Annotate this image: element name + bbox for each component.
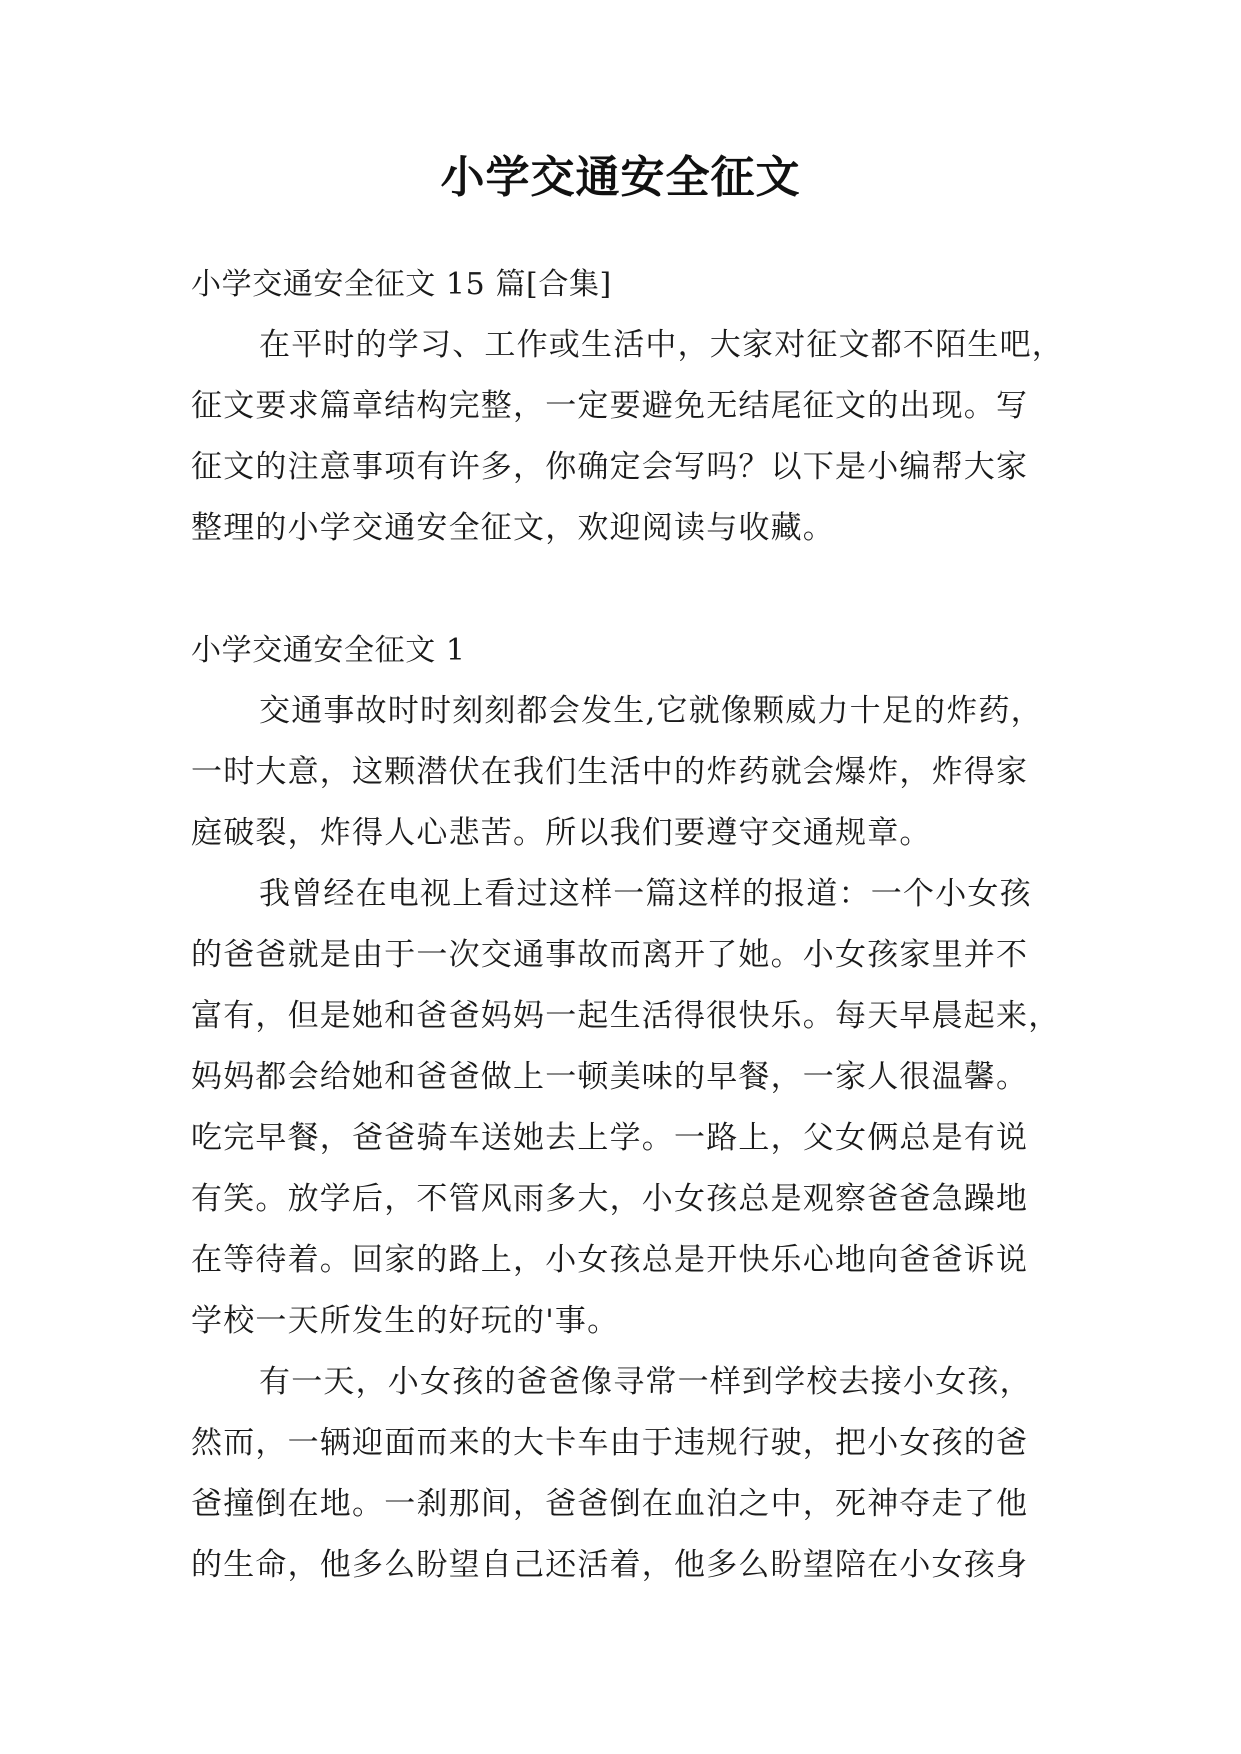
text-line: 在平时的学习、工作或生活中，大家对征文都不陌生吧， [259, 327, 1064, 363]
text-line: 的生命，他多么盼望自己还活着，他多么盼望陪在小女孩身 [191, 1547, 1029, 1583]
text-line: 吃完早餐，爸爸骑车送她去上学。一路上，父女俩总是有说 [191, 1120, 1029, 1156]
intro-paragraph [191, 315, 1067, 559]
text-line: 交通事故时时刻刻都会发生,它就像颗威力十足的炸药， [259, 693, 1043, 729]
text-line: 学校一天所发生的好玩的'事。 [191, 1303, 620, 1339]
text-line: 一时大意，这颗潜伏在我们生活中的炸药就会爆炸，炸得家 [191, 754, 1029, 790]
text-line: 爸撞倒在地。一刹那间，爸爸倒在血泊之中，死神夺走了他 [191, 1486, 1029, 1522]
text-line: 在等待着。回家的路上，小女孩总是开快乐心地向爸爸诉说 [191, 1242, 1029, 1278]
text-line: 的爸爸就是由于一次交通事故而离开了她。小女孩家里并不 [191, 937, 1029, 973]
text-line: 整理的小学交通安全征文，欢迎阅读与收藏。 [191, 510, 835, 546]
document-body [191, 254, 1067, 1596]
paragraph [191, 1352, 1067, 1596]
collection-subtitle: 小学交通安全征文 15 篇[合集] [191, 267, 612, 302]
text-line: 征文要求篇章结构完整，一定要避免无结尾征文的出现。写 [191, 388, 1029, 424]
paragraph [191, 864, 1067, 1352]
section-heading: 小学交通安全征文 1 [191, 633, 466, 668]
text-line: 妈妈都会给她和爸爸做上一顿美味的早餐，一家人很温馨。 [191, 1059, 1029, 1095]
text-line: 有一天，小女孩的爸爸像寻常一样到学校去接小女孩， [259, 1364, 1032, 1400]
text-line: 有笑。放学后，不管风雨多大，小女孩总是观察爸爸急躁地 [191, 1181, 1029, 1217]
text-line: 征文的注意事项有许多，你确定会写吗？以下是小编帮大家 [191, 449, 1029, 485]
text-line: 庭破裂，炸得人心悲苦。所以我们要遵守交通规章。 [191, 815, 932, 851]
text-line: 我曾经在电视上看过这样一篇这样的报道：一个小女孩 [259, 876, 1032, 912]
paragraph [191, 681, 1067, 864]
document-title: 小学交通安全征文 [440, 152, 801, 203]
paragraph-spacer [191, 559, 1067, 620]
text-line: 然而，一辆迎面而来的大卡车由于违规行驶，把小女孩的爸 [191, 1425, 1029, 1461]
text-line: 富有，但是她和爸爸妈妈一起生活得很快乐。每天早晨起来， [191, 998, 1061, 1034]
